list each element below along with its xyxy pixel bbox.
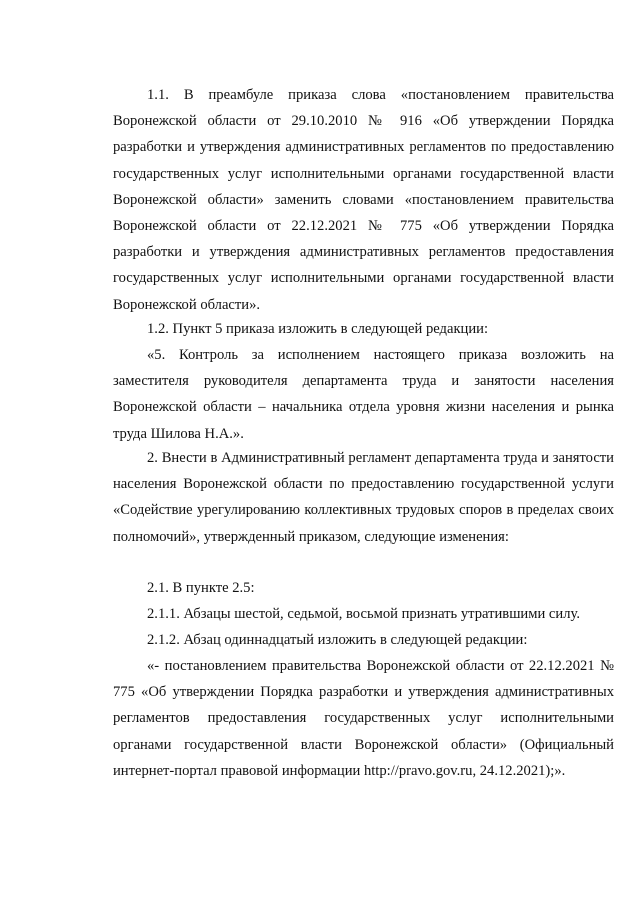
paragraph-item-5-quote: «5. Контроль за исполнением настоящего приказа возложить на заместителя руководителя департамента труда и занятости населения Воронежской области – начальника отдела уровня жизни населения и рынка труда Шилова Н.А.». xyxy=(113,347,614,442)
paragraph-2: 2. Внести в Административный регламент департамента труда и занятости населения Воронежской области по предоставлению государственной услуги «Содействие урегулированию коллективных трудовых споров в пределах своих полномочий», утвержденный приказом, следующие изменения: xyxy=(113,450,614,545)
paragraph-2-1-2: 2.1.2. Абзац одиннадцатый изложить в следующей редакции: xyxy=(147,632,528,648)
paragraph-2-1-1: 2.1.1. Абзацы шестой, седьмой, восьмой признать утратившими силу. xyxy=(147,606,580,622)
paragraph-2-1: 2.1. В пункте 2.5: xyxy=(147,580,255,596)
paragraph-1-2: 1.2. Пункт 5 приказа изложить в следующей редакции: xyxy=(147,321,489,337)
paragraph-1-1: 1.1. В преамбуле приказа слова «постановлением правительства Воронежской области от 29.10.2010 № 916 «Об утверждении Порядка разработки и утверждения административных регламентов по предоставлению государственных услуг исполнительными органами государственной власти Воронежской области» заменить словами «постановлением правительства Воронежской области от 22.12.2021 № 775 «Об утверждении Порядка разработки и утверждения административных регламентов предоставления государственных услуг исполнительными органами государственной власти Воронежской области». xyxy=(113,87,614,313)
paragraph-quote-decree: «- постановлением правительства Воронежской области от 22.12.2021 № 775 «Об утверждении Порядка разработки и утверждения административных регламентов предоставления государственных услуг исполнительными органами государственной власти Воронежской области» (Официальный интернет-портал правовой информации http://pravo.gov.ru, 24.12.2021);». xyxy=(113,658,614,779)
